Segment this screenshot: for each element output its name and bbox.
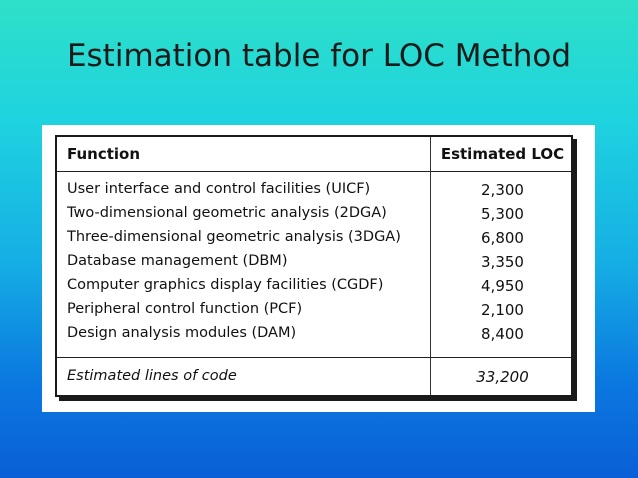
header-function: Function [67, 145, 141, 163]
row-loc: 4,950 [481, 277, 524, 295]
row-function: Peripheral control function (PCF) [67, 301, 303, 317]
row-loc: 2,300 [481, 181, 524, 199]
total-label: Estimated lines of code [67, 368, 237, 384]
row-function: Computer graphics display facilities (CGDF) [67, 277, 384, 293]
row-loc: 5,300 [481, 205, 524, 223]
row-function: Database management (DBM) [67, 253, 288, 269]
header-divider [57, 171, 571, 172]
total-divider [57, 357, 571, 358]
header-estimated-loc: Estimated LOC [440, 145, 565, 163]
total-loc: 33,200 [476, 368, 529, 386]
loc-estimation-table [55, 135, 573, 397]
row-loc: 8,400 [481, 325, 524, 343]
row-function: Two-dimensional geometric analysis (2DGA) [67, 205, 387, 221]
row-loc: 6,800 [481, 229, 524, 247]
row-function: Design analysis modules (DAM) [67, 325, 297, 341]
row-function: User interface and control facilities (UICF) [67, 181, 371, 197]
row-loc: 3,350 [481, 253, 524, 271]
row-loc: 2,100 [481, 301, 524, 319]
slide-title: Estimation table for LOC Method [66, 38, 572, 74]
row-function: Three-dimensional geometric analysis (3DGA) [67, 229, 401, 245]
table-image-panel [42, 125, 595, 412]
